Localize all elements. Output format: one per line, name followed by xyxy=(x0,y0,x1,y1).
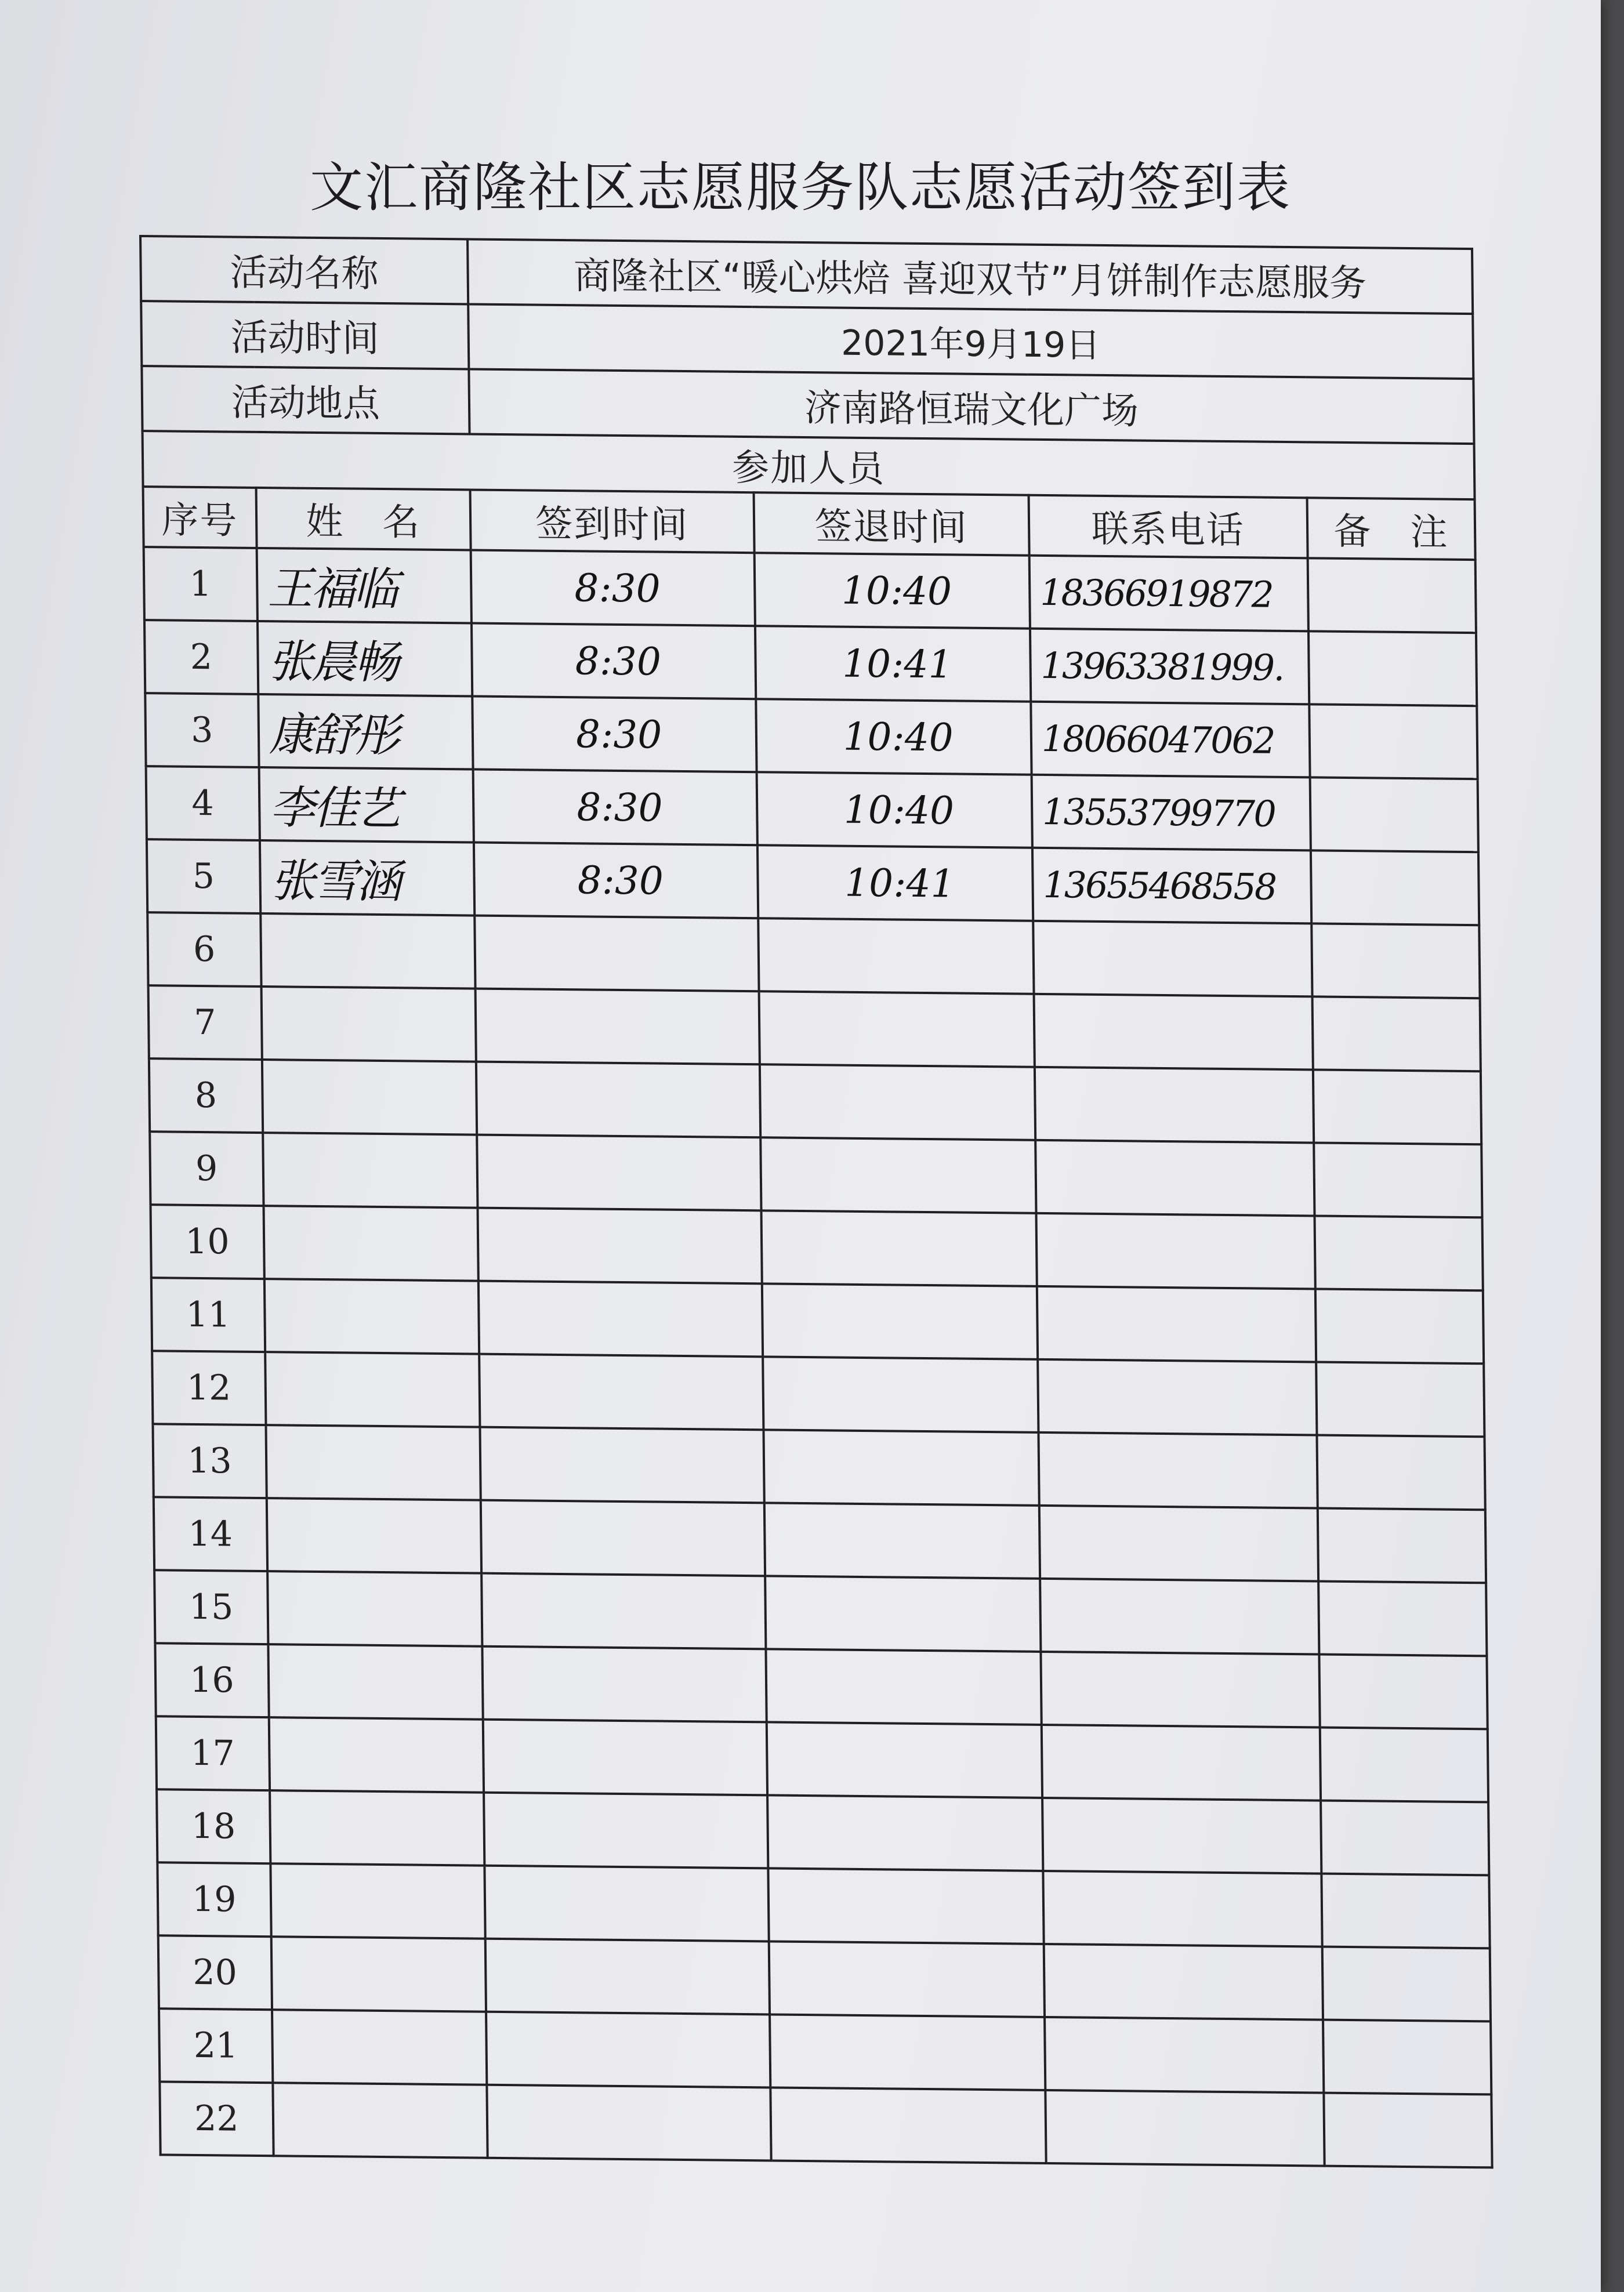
table-row xyxy=(159,2008,1491,2094)
sign-in-time: 8:30 xyxy=(470,550,755,626)
table-row xyxy=(147,839,1479,925)
participant-name xyxy=(260,913,475,989)
row-number: 7 xyxy=(148,985,262,1060)
sign-out-time: 10:40 xyxy=(756,772,1032,848)
note-cell xyxy=(1314,1143,1482,1217)
activity-time-value: 2021年9月19日 xyxy=(468,304,1473,379)
note-cell xyxy=(1317,1435,1485,1510)
row-number: 20 xyxy=(158,1935,272,2010)
activity-time-label: 活动时间 xyxy=(141,301,469,369)
sign-in-time: 8:30 xyxy=(474,843,758,919)
sign-in-time xyxy=(484,1793,768,1869)
row-number: 1 xyxy=(144,547,258,621)
note-cell xyxy=(1316,1362,1485,1437)
sign-in-time xyxy=(475,989,759,1065)
sign-in-time xyxy=(477,1208,762,1284)
row-number: 4 xyxy=(146,766,260,840)
sign-out-time: 10:40 xyxy=(754,553,1030,629)
row-number: 6 xyxy=(147,912,261,987)
row-number: 19 xyxy=(157,1862,271,1936)
participant-name xyxy=(263,1133,477,1208)
note-cell xyxy=(1320,1728,1488,1803)
row-number: 3 xyxy=(145,693,259,767)
column-header-sign-out-time: 签退时间 xyxy=(753,492,1029,556)
phone-number xyxy=(1041,1652,1320,1728)
phone-number xyxy=(1040,1579,1319,1655)
note-cell xyxy=(1309,704,1478,779)
sign-in-time: 8:30 xyxy=(473,770,757,846)
activity-place-label: 活动地点 xyxy=(142,366,469,434)
note-cell xyxy=(1313,1069,1481,1144)
note-cell xyxy=(1315,1289,1484,1363)
note-cell xyxy=(1324,2093,1492,2168)
note-cell xyxy=(1310,850,1479,925)
column-header-phone: 联系电话 xyxy=(1028,495,1307,559)
participant-name xyxy=(269,1717,483,1793)
activity-name-value: 商隆社区“暖心烘焙 喜迎双节”月饼制作志愿服务 xyxy=(467,239,1473,314)
sign-out-time xyxy=(766,1649,1041,1725)
participant-name xyxy=(271,1936,485,2012)
sign-in-time xyxy=(481,1500,765,1576)
sign-out-time xyxy=(767,1795,1043,1871)
note-cell xyxy=(1322,1947,1491,2022)
sign-in-time xyxy=(474,916,759,992)
sign-in-time xyxy=(485,1939,769,2015)
row-number: 11 xyxy=(151,1278,265,1352)
row-number: 12 xyxy=(152,1351,266,1425)
participant-name xyxy=(272,2010,487,2085)
participant-name xyxy=(261,987,476,1062)
table-row xyxy=(157,1862,1489,1948)
participant-name xyxy=(265,1352,480,1427)
phone-number: 18366919872 xyxy=(1029,556,1308,632)
note-cell xyxy=(1311,923,1480,998)
participant-name xyxy=(267,1571,482,1647)
table-row xyxy=(157,1789,1489,1875)
table-row xyxy=(158,1935,1491,2021)
sign-in-time xyxy=(476,1062,760,1138)
row-number: 2 xyxy=(144,620,258,694)
phone-number: 13553799770 xyxy=(1031,775,1310,851)
activity-name-row xyxy=(140,236,1473,314)
column-header-number: 序号 xyxy=(143,487,257,548)
activity-name-label: 活动名称 xyxy=(140,236,468,304)
participants-section-label: 参加人员 xyxy=(143,431,1475,499)
row-number: 21 xyxy=(159,2008,273,2083)
sign-out-time xyxy=(768,1868,1043,1944)
row-number: 22 xyxy=(160,2081,273,2156)
phone-number xyxy=(1041,1725,1320,1801)
page-title: 文汇商隆社区志愿服务队志愿活动签到表 xyxy=(309,157,1291,219)
phone-number: 13655468558 xyxy=(1032,848,1311,924)
table-row xyxy=(154,1497,1486,1583)
note-cell xyxy=(1314,1216,1483,1290)
row-number: 5 xyxy=(147,839,260,913)
phone-number xyxy=(1034,994,1313,1070)
sign-in-time xyxy=(477,1135,761,1211)
participant-name: 李佳艺 xyxy=(259,767,473,843)
note-cell xyxy=(1319,1655,1488,1729)
activity-time-row xyxy=(141,301,1473,379)
row-number: 13 xyxy=(153,1424,266,1498)
note-cell xyxy=(1308,631,1477,706)
phone-number xyxy=(1043,1871,1322,1947)
row-number: 9 xyxy=(150,1132,263,1206)
sign-out-time: 10:40 xyxy=(756,699,1031,775)
sign-in-time xyxy=(487,2085,771,2161)
row-number: 14 xyxy=(154,1497,267,1571)
row-number: 16 xyxy=(155,1643,269,1717)
note-cell xyxy=(1310,777,1478,852)
sign-in-time xyxy=(482,1647,766,1722)
note-cell xyxy=(1307,558,1476,633)
activity-place-value: 济南路恒瑞文化广场 xyxy=(469,369,1474,444)
participant-name xyxy=(266,1425,480,1500)
sign-out-time xyxy=(764,1503,1039,1579)
sign-in-table xyxy=(139,235,1494,2168)
participant-name xyxy=(266,1498,481,1573)
phone-number xyxy=(1038,1359,1317,1435)
note-cell xyxy=(1318,1582,1487,1656)
participant-name xyxy=(270,1863,485,1939)
table-row xyxy=(154,1570,1487,1656)
participant-name: 康舒彤 xyxy=(258,694,473,770)
sign-out-time xyxy=(768,1941,1044,2017)
sign-out-time xyxy=(762,1283,1037,1359)
participant-name xyxy=(262,1060,476,1135)
sign-in-time xyxy=(480,1427,764,1503)
activity-place-row xyxy=(142,366,1474,444)
note-cell xyxy=(1317,1508,1486,1583)
sign-out-time xyxy=(763,1357,1038,1432)
row-number: 17 xyxy=(156,1716,270,1790)
phone-number xyxy=(1043,1944,1322,2020)
sign-in-time: 8:30 xyxy=(472,623,756,699)
row-number: 8 xyxy=(149,1058,263,1133)
table-row xyxy=(152,1351,1484,1437)
sign-out-time xyxy=(761,1210,1036,1286)
participant-name xyxy=(268,1644,483,1720)
phone-number xyxy=(1035,1067,1314,1143)
sign-in-time xyxy=(486,2012,770,2088)
row-number: 18 xyxy=(157,1789,270,1863)
participant-name xyxy=(264,1279,478,1354)
participant-name: 张雪涵 xyxy=(260,840,474,916)
table-row xyxy=(147,912,1480,998)
note-cell xyxy=(1323,2020,1492,2095)
table-row xyxy=(155,1643,1487,1729)
phone-number xyxy=(1035,1140,1314,1216)
participant-name: 张晨畅 xyxy=(258,621,472,697)
sign-out-time xyxy=(759,1064,1035,1140)
participant-name xyxy=(263,1206,478,1281)
table-row xyxy=(146,766,1478,852)
table-row xyxy=(156,1716,1488,1802)
phone-number: 13963381999. xyxy=(1030,629,1309,705)
note-cell xyxy=(1321,1874,1490,1949)
sign-out-time xyxy=(770,2014,1045,2090)
table-row xyxy=(151,1205,1483,1290)
phone-number xyxy=(1036,1213,1315,1289)
row-number: 10 xyxy=(151,1205,264,1279)
phone-number xyxy=(1037,1286,1316,1362)
sign-out-time: 10:41 xyxy=(755,626,1031,702)
table-row xyxy=(148,985,1481,1071)
phone-number xyxy=(1042,1798,1321,1874)
table-row xyxy=(153,1424,1485,1510)
sign-in-time xyxy=(483,1720,767,1796)
sign-in-time xyxy=(478,1281,763,1357)
column-header-note: 备 注 xyxy=(1307,498,1476,560)
participant-name xyxy=(273,2083,487,2158)
note-cell xyxy=(1312,996,1481,1071)
phone-number xyxy=(1038,1432,1317,1508)
sign-out-time: 10:41 xyxy=(757,845,1033,921)
table-row xyxy=(160,2081,1492,2167)
table-row xyxy=(144,547,1476,633)
column-header-sign-in-time: 签到时间 xyxy=(470,489,754,553)
sign-out-time xyxy=(765,1576,1041,1652)
phone-number xyxy=(1039,1506,1318,1582)
sign-out-time xyxy=(759,991,1034,1067)
table-row xyxy=(145,693,1477,779)
phone-number xyxy=(1045,2017,1324,2093)
row-number: 15 xyxy=(154,1570,268,1644)
sign-out-time xyxy=(766,1722,1042,1798)
table-row xyxy=(151,1278,1484,1363)
sign-in-time xyxy=(481,1573,766,1649)
column-header-name: 姓 名 xyxy=(256,488,470,550)
participant-name: 王福临 xyxy=(256,548,471,623)
phone-number: 18066047062 xyxy=(1031,702,1310,778)
sign-out-time xyxy=(770,2087,1046,2163)
sign-out-time xyxy=(763,1430,1039,1506)
participant-name xyxy=(270,1790,484,1866)
phone-number xyxy=(1045,2090,1324,2166)
table-row xyxy=(144,620,1477,706)
table-row xyxy=(150,1132,1482,1217)
sign-in-time: 8:30 xyxy=(472,697,756,773)
sign-in-time xyxy=(484,1866,768,1942)
table-row xyxy=(149,1058,1481,1144)
phone-number xyxy=(1033,921,1312,997)
sign-out-time xyxy=(758,918,1034,994)
sign-out-time xyxy=(760,1137,1036,1213)
note-cell xyxy=(1321,1801,1489,1876)
sign-in-time xyxy=(479,1354,763,1430)
